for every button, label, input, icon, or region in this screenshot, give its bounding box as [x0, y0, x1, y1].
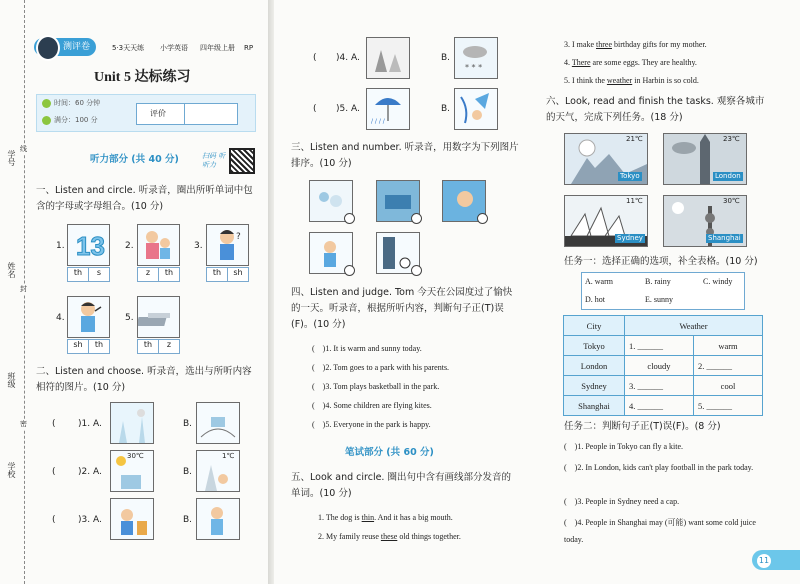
- q2-item-1-picture-b: [196, 402, 240, 444]
- weather-table: [563, 315, 763, 416]
- q5-item-1: [318, 512, 453, 523]
- svg-text:* * *: * * *: [465, 63, 483, 72]
- q5-item-2-pre: 2. My family reuse: [318, 532, 381, 541]
- q5-item-5-pre: 5. I think the: [564, 76, 607, 85]
- q3-answer-circle-3[interactable]: [477, 213, 488, 224]
- q2-item-2-temp-b: 1℃: [222, 452, 235, 460]
- q3-answer-circle-1[interactable]: [344, 213, 355, 224]
- option-d: D. hot: [585, 295, 605, 304]
- q4-item-2-paren: (: [312, 363, 315, 372]
- q2-title: 二、Listen and choose. 听录音，选出与所听内容相符的图片。(10 分): [36, 366, 252, 393]
- table-row: [564, 336, 763, 356]
- q4-item-3-paren: (: [312, 382, 315, 391]
- logo-text: 测评卷: [62, 42, 90, 52]
- q1-item-2-picture: [137, 224, 180, 266]
- q2-item-2-b: B.: [183, 467, 193, 477]
- q1-item-1-option-b[interactable]: s: [88, 267, 110, 282]
- t2-item-3-paren: (: [564, 497, 567, 506]
- t2-item-2-text: )2. In London, kids can't play football in the park today.: [574, 463, 754, 472]
- q1-item-2-num: 2.: [125, 241, 134, 251]
- q1-item-4-picture: [67, 296, 110, 338]
- q2-item-5-b: B.: [441, 104, 451, 114]
- q2-item-1-picture-a: [110, 402, 154, 444]
- q4-item-3-text: )3. Tom plays basketball in the park.: [322, 382, 440, 391]
- table-row: [564, 376, 763, 396]
- q1-item-5-option-a[interactable]: th: [137, 339, 159, 354]
- unit-title: Unit 5 达标练习: [94, 70, 191, 85]
- q1-title: 一、Listen and circle. 听录音，圈出所听单词中包含的字母或字母组合。(10 分): [36, 185, 253, 212]
- q2-item-5-picture-b: [454, 88, 498, 130]
- q2-item-2-temp-a: 30℃: [127, 452, 144, 460]
- score-info: 满分：100 分: [54, 116, 98, 124]
- q6-title: 六、Look, read and finish the tasks. 观察各城市的天气，完成下列任务。(18 分): [546, 96, 765, 123]
- row-2-col-2-label: 2.: [698, 360, 705, 371]
- task2-title: 任务二：判断句子正(T)误(F)。(8 分): [564, 421, 721, 432]
- header-grade: 四年级上册: [200, 44, 235, 52]
- row-4-col-1-label: 4.: [629, 400, 636, 411]
- side-student-id: 学号: [7, 150, 16, 166]
- eval-divider: [184, 103, 185, 124]
- row-1-col-2: warm: [694, 336, 763, 356]
- t2-item-3-text: )3. People in Sydney need a cap.: [574, 497, 680, 506]
- q1-item-5-option-b[interactable]: z: [158, 339, 180, 354]
- q5-item-2-post: old things together.: [397, 532, 461, 541]
- q4-item-5: [312, 419, 431, 430]
- side-class: 班级: [7, 372, 16, 388]
- side-mark-3: 密: [20, 420, 27, 428]
- header-city: City: [564, 316, 625, 336]
- q5-item-5-post: in Harbin is so cold.: [632, 76, 699, 85]
- eval-label: 评价: [150, 109, 166, 118]
- row-3-col-1[interactable]: 3. ______: [625, 376, 694, 396]
- q5-item-3-pre: 3. I make: [564, 40, 596, 49]
- q3-title: 三、Listen and number. 听录音，用数字为下列图片排序。(10 分): [291, 142, 519, 169]
- option-b: B. rainy: [645, 277, 671, 286]
- q4-item-5-paren: (: [312, 420, 315, 429]
- q1-item-4-option-b[interactable]: th: [88, 339, 110, 354]
- q5-item-1-post: . And it has a big mouth.: [374, 513, 453, 522]
- q5-title: 五、Look and circle. 圈出句中含有画线部分发音的单词。(10 分): [291, 472, 511, 499]
- q4-item-3: [312, 381, 439, 392]
- q1-item-4-option-a[interactable]: sh: [67, 339, 89, 354]
- side-name: 姓名: [7, 262, 16, 278]
- q2-item-3-paren: (: [52, 515, 56, 525]
- q4-item-5-text: )5. Everyone in the park is happy.: [322, 420, 431, 429]
- row-1-col-1[interactable]: 1. ______: [625, 336, 694, 356]
- q2-item-5-num: )5. A.: [336, 104, 360, 114]
- city-tokyo-name: Tokyo: [620, 172, 640, 180]
- q2-item-4-picture-b: [454, 37, 498, 79]
- q4-item-1-text: )1. It is warm and sunny today.: [322, 344, 422, 353]
- mascot-icon: [36, 35, 60, 61]
- city-sydney-temp: 11℃: [626, 197, 643, 205]
- q4-item-2: [312, 362, 449, 373]
- q2-item-2-num: )2. A.: [78, 467, 102, 477]
- q2-item-4-picture-a: [366, 37, 410, 79]
- t2-item-2-paren: (: [564, 463, 567, 472]
- q1-item-5-num: 5.: [125, 313, 134, 323]
- row-3-city: Sydney: [564, 376, 625, 396]
- q3-answer-circle-4[interactable]: [344, 265, 355, 276]
- row-1-city: Tokyo: [564, 336, 625, 356]
- q1-item-2-option-a[interactable]: z: [137, 267, 159, 282]
- q4-item-4: [312, 400, 432, 411]
- q2-item-1-b: B.: [183, 419, 193, 429]
- q1-item-3-num: 3.: [194, 241, 203, 251]
- q3-answer-circle-2[interactable]: [411, 213, 422, 224]
- time-info: 时间：60 分钟: [54, 99, 101, 107]
- q1-item-5-picture: [137, 296, 180, 338]
- t2-item-4: [564, 514, 770, 548]
- q5-item-4: [564, 57, 697, 68]
- score-icon: [42, 116, 51, 125]
- row-2-col-2[interactable]: 2. ______: [694, 356, 763, 376]
- left-page: [0, 0, 270, 584]
- q2-item-4-num: )4. A.: [336, 53, 360, 63]
- clock-icon: [42, 99, 51, 108]
- task1-title: 任务一：选择正确的选项，补全表格。(10 分): [564, 256, 758, 267]
- row-4-city: Shanghai: [564, 396, 625, 416]
- q5-item-1-underlined: thin: [361, 513, 375, 522]
- header-weather: Weather: [625, 316, 763, 336]
- side-mark-2: 封: [20, 285, 27, 293]
- city-tokyo-temp: 21℃: [626, 135, 643, 143]
- q2-item-4-paren: (: [313, 53, 317, 63]
- q2-item-5-picture-a: [366, 88, 410, 130]
- t2-item-1: [564, 441, 770, 452]
- option-a: A. warm: [585, 277, 613, 286]
- q5-item-2-underlined: these: [380, 532, 398, 541]
- q1-item-1-option-a[interactable]: th: [67, 267, 89, 282]
- q5-item-3: [564, 39, 707, 50]
- q5-item-2: [318, 531, 461, 542]
- svg-text:?: ?: [236, 232, 241, 242]
- city-sydney-name: Sydney: [617, 234, 643, 242]
- city-shanghai-name: Shanghai: [708, 234, 741, 242]
- q5-item-4-underlined: There: [571, 58, 591, 67]
- row-3-col-1-label: 3.: [629, 380, 636, 391]
- q1-item-4-num: 4.: [56, 313, 65, 323]
- q4-item-1: [312, 343, 422, 354]
- q5-item-3-underlined: three: [596, 40, 612, 49]
- q5-item-5-underlined: weather: [606, 76, 633, 85]
- city-london-temp: 23℃: [723, 135, 740, 143]
- option-c: C. windy: [703, 277, 733, 286]
- q2-item-2-paren: (: [52, 467, 56, 477]
- q2-item-3-b: B.: [183, 515, 193, 525]
- q4-item-2-text: )2. Tom goes to a park with his parents.: [322, 363, 450, 372]
- row-1-col-1-label: 1.: [629, 340, 636, 351]
- q5-item-1-pre: 1. The dog is: [318, 513, 362, 522]
- q1-item-2-option-b[interactable]: th: [158, 267, 180, 282]
- qr-note: 扫码 听听力: [202, 152, 226, 169]
- q2-item-3-picture-a: [110, 498, 154, 540]
- t2-item-4-paren: (: [564, 518, 567, 527]
- q2-item-3-picture-b: [196, 498, 240, 540]
- q4-item-4-text: )4. Some children are flying kites.: [322, 401, 432, 410]
- t2-item-4-text: )4. People in Shanghai may (可能) want some cold juice today.: [564, 518, 756, 544]
- q2-item-1-num: )1. A.: [78, 419, 102, 429]
- q5-item-4-pre: 4.: [564, 58, 572, 67]
- t2-item-3: [564, 496, 770, 507]
- side-mark-1: 线: [20, 145, 27, 153]
- table-row: [564, 356, 763, 376]
- q2-item-1-paren: (: [52, 419, 56, 429]
- q3-answer-circle-5[interactable]: [411, 265, 422, 276]
- fold-shadow: [268, 0, 274, 584]
- q5-item-3-post: birthday gifts for my mother.: [612, 40, 707, 49]
- city-shanghai-temp: 30℃: [723, 197, 740, 205]
- qr-code-icon[interactable]: [229, 148, 255, 174]
- side-school: 学校: [7, 462, 16, 478]
- row-3-col-2: cool: [694, 376, 763, 396]
- t2-item-1-text: )1. People in Tokyo can fly a kite.: [574, 442, 684, 451]
- row-2-city: London: [564, 356, 625, 376]
- row-4-col-2-label: 5.: [698, 400, 705, 411]
- q2-item-4-b: B.: [441, 53, 451, 63]
- option-e: E. sunny: [645, 295, 673, 304]
- weather-table-header: [564, 316, 763, 336]
- svg-text:/ / / /: / / / /: [371, 118, 385, 125]
- q1-item-3-option-b[interactable]: sh: [227, 267, 249, 282]
- q2-item-5-paren: (: [313, 104, 317, 114]
- q1-item-1-num: 1.: [56, 241, 65, 251]
- t2-item-1-paren: (: [564, 442, 567, 451]
- listening-title: 听力部分 (共 40 分): [90, 154, 179, 165]
- q2-item-3-num: )3. A.: [78, 515, 102, 525]
- row-4-col-2[interactable]: 5. ______: [694, 396, 763, 416]
- header-edition: RP: [244, 44, 254, 52]
- q4-item-4-paren: (: [312, 401, 315, 410]
- q4-title: 四、Listen and judge. Tom 今天在公园度过了愉快的一天。听录音，根据所听内容，判断句子正(T)误(F)。(10 分): [291, 287, 513, 330]
- q1-item-3-picture: [206, 224, 249, 266]
- q4-item-1-paren: (: [312, 344, 315, 353]
- writing-title: 笔试部分 (共 60 分): [345, 447, 434, 458]
- page-number: 11: [757, 554, 771, 568]
- header-subject: 小学英语: [160, 44, 188, 52]
- q1-item-1-picture: [67, 224, 110, 266]
- table-row: [564, 396, 763, 416]
- t2-item-2: [564, 459, 770, 476]
- q5-item-4-post: are some eggs. They are healthy.: [590, 58, 697, 67]
- row-2-col-1: cloudy: [625, 356, 694, 376]
- svg-text:13: 13: [76, 231, 105, 261]
- row-4-col-1[interactable]: 4. ______: [625, 396, 694, 416]
- city-london-name: London: [715, 172, 741, 180]
- q1-item-3-option-a[interactable]: th: [206, 267, 228, 282]
- q5-item-5: [564, 75, 699, 86]
- header-series: 5·3天天练: [112, 44, 145, 52]
